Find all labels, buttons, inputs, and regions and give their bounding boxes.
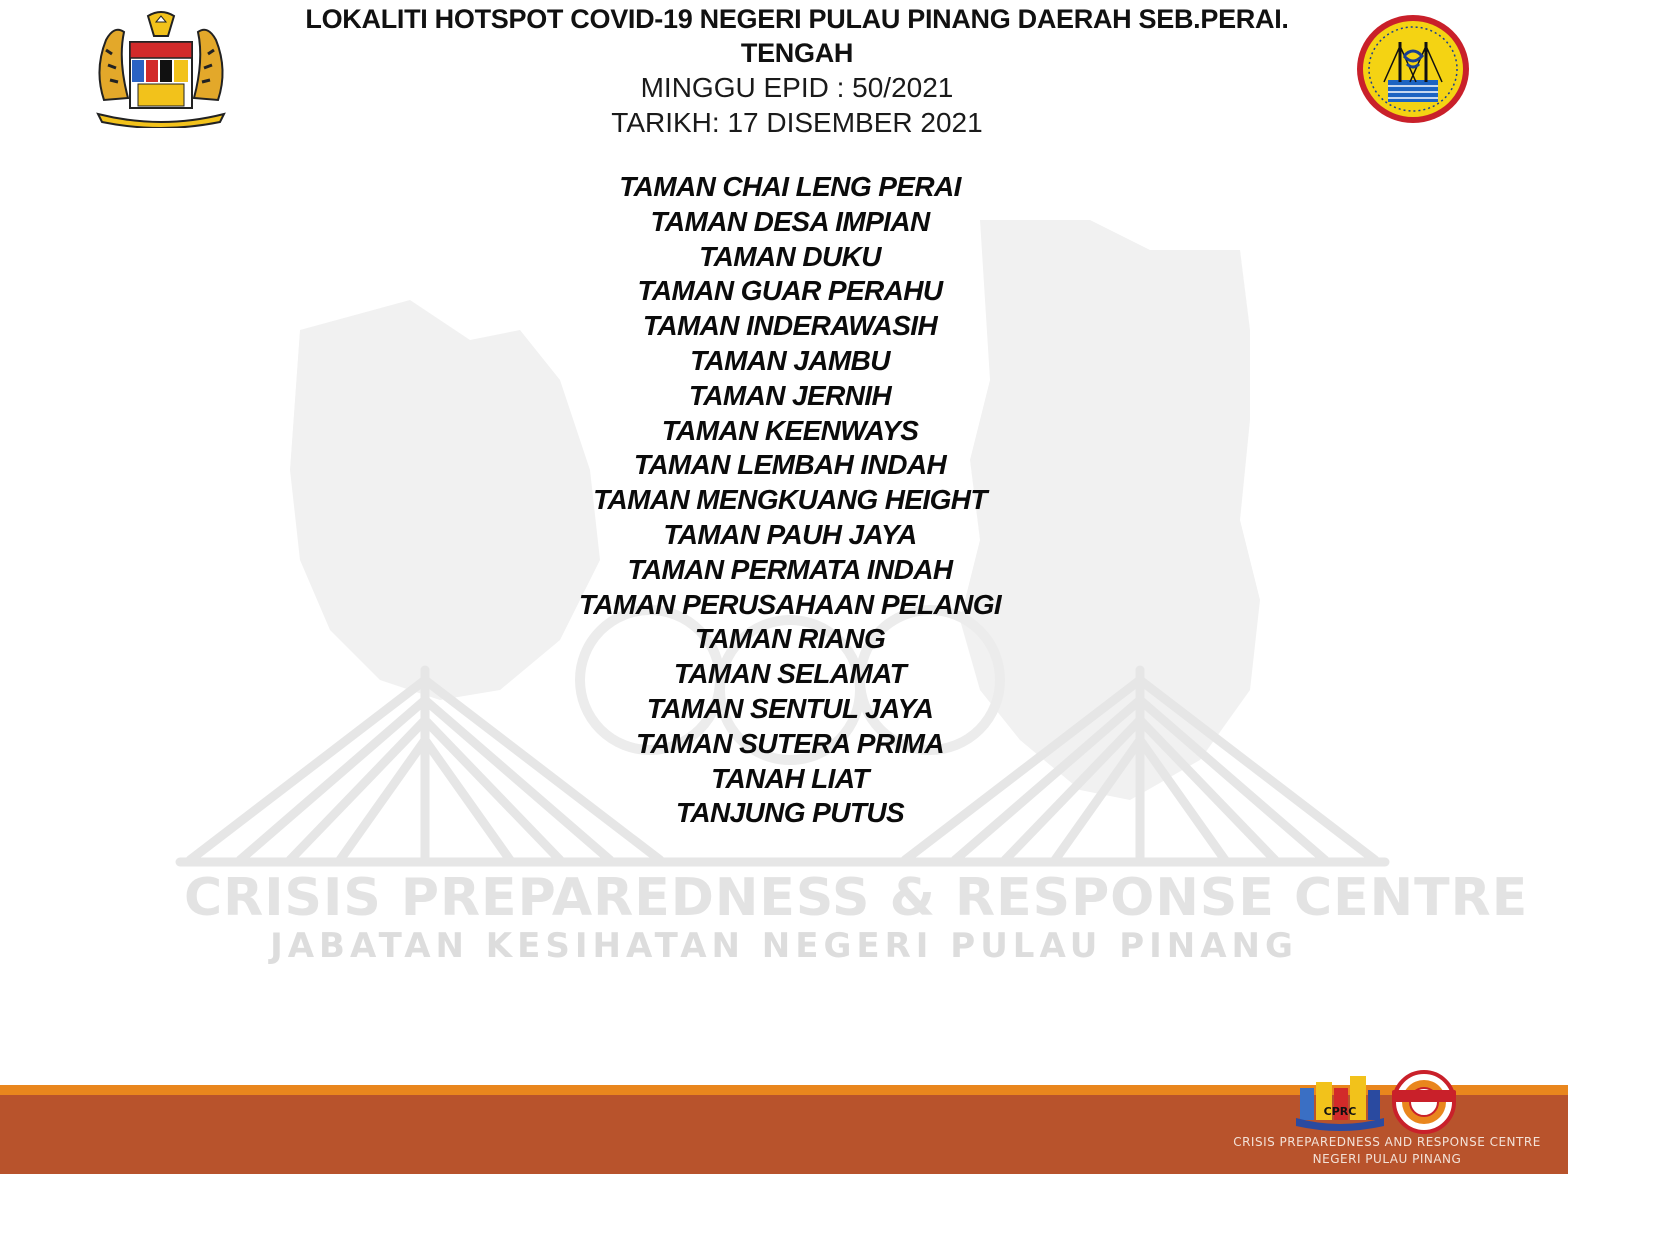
list-item: TAMAN JAMBU xyxy=(690,344,890,376)
penang-lawan-covid-badge xyxy=(1392,1072,1456,1132)
footer-logos xyxy=(1296,1068,1460,1134)
report-date: TARIKH: 17 DISEMBER 2021 xyxy=(611,107,983,138)
title-line-1: LOKALITI HOTSPOT COVID-19 NEGERI PULAU PINANG DAERAH SEB.PERAI. xyxy=(305,4,1289,34)
list-item: TAMAN KEENWAYS xyxy=(661,414,919,446)
list-item: TAMAN CHAI LENG PERAI xyxy=(619,171,961,202)
list-item: TAMAN GUAR PERAHU xyxy=(637,275,943,307)
list-item: TANJUNG PUTUS xyxy=(675,797,905,829)
cprc-logo xyxy=(1296,1076,1384,1131)
penang-state-crest-logo xyxy=(1354,12,1472,126)
list-item: TAMAN SENTUL JAYA xyxy=(646,692,934,724)
watermark-line-1: CRISIS PREPAREDNESS & RESPONSE CENTRE xyxy=(184,868,1529,928)
list-item: TAMAN LEMBAH INDAH xyxy=(633,449,947,481)
list-item: TAMAN INDERAWASIH xyxy=(642,310,938,342)
epid-week: MINGGU EPID : 50/2021 xyxy=(640,72,954,103)
list-item: TAMAN SUTERA PRIMA xyxy=(635,727,945,759)
list-item: TAMAN RIANG xyxy=(694,623,886,655)
list-item: TAMAN DUKU xyxy=(699,240,881,272)
list-item: TAMAN PAUH JAYA xyxy=(663,518,917,550)
watermark-line-2: JABATAN KESIHATAN NEGERI PULAU PINANG xyxy=(270,926,1298,966)
list-item: TANAH LIAT xyxy=(711,762,869,794)
list-item: TAMAN MENGKUANG HEIGHT xyxy=(593,484,987,516)
list-item: TAMAN PERMATA INDAH xyxy=(627,553,953,585)
malaysia-coat-of-arms-logo xyxy=(84,10,238,128)
footer-organization-text xyxy=(1212,1134,1562,1168)
cprc-badge-label: CPRC xyxy=(1323,1105,1357,1118)
list-item: TAMAN SELAMAT xyxy=(673,658,907,690)
list-item: TAMAN PERUSAHAAN PELANGI xyxy=(578,588,1002,620)
document-header xyxy=(260,2,1334,140)
list-item: TAMAN JERNIH xyxy=(688,379,892,411)
hotspot-locality-list xyxy=(440,170,1140,831)
footer-line-2: NEGERI PULAU PINANG xyxy=(1312,1152,1462,1166)
title-line-2: TENGAH xyxy=(740,38,854,68)
footer-line-1: CRISIS PREPAREDNESS AND RESPONSE CENTRE xyxy=(1233,1135,1541,1149)
list-item: TAMAN DESA IMPIAN xyxy=(650,205,930,237)
